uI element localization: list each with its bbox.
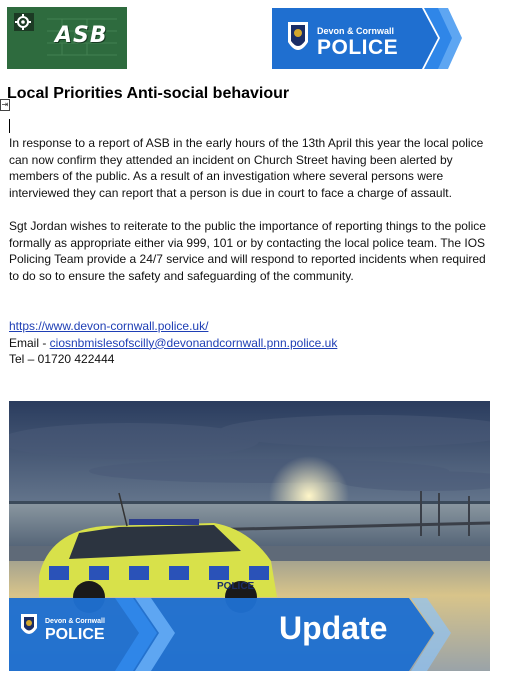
asb-logo (7, 7, 127, 69)
update-label: Update (279, 610, 388, 646)
email-link[interactable]: ciosnbmislesofscilly@devonandcornwall.pnn.police.uk (49, 335, 338, 350)
anchor-icon[interactable]: ⇥ (1, 100, 9, 109)
email-line (9, 335, 337, 352)
gear-icon (14, 13, 34, 31)
website-link[interactable]: https://www.devon-cornwall.police.uk/ (9, 319, 209, 333)
police-banner (272, 8, 462, 69)
update-police-org: Devon & Cornwall (45, 618, 105, 625)
paragraph-reporting: Sgt Jordan wishes to reiterate to the public the importance of reporting things to the police formally as appropriate either via 999, 101 or by contacting the local police team. The IOS Policing Team provide a 24/7 service and will respond to reported incidents when required to do so to ensure the safety and safeguarding of the community. (9, 219, 486, 283)
seaside-police-car-scene (9, 401, 490, 671)
telephone-line: Tel – 01720 422444 (9, 352, 115, 367)
update-police-word: POLICE (45, 626, 105, 643)
asb-logo-text: ASB (55, 23, 108, 48)
email-label: Email - (9, 335, 50, 350)
contact-block (9, 318, 337, 368)
car-police-text: POLICE (217, 581, 255, 592)
update-banner-image (9, 401, 490, 671)
police-wordmark: POLICE (317, 36, 399, 59)
text-cursor (9, 119, 10, 133)
page-title: Local Priorities Anti-social behaviour (7, 85, 290, 102)
paragraph-incident: In response to a report of ASB in the early hours of the 13th April this year the local police can now confirm they attended an incident on Church Street having been alerted by members of the public. As a result of an investigation where several persons were interviewed they can report that a person is due in court to face a charge of assault. (9, 136, 484, 200)
police-org-name: Devon & Cornwall (317, 26, 395, 36)
